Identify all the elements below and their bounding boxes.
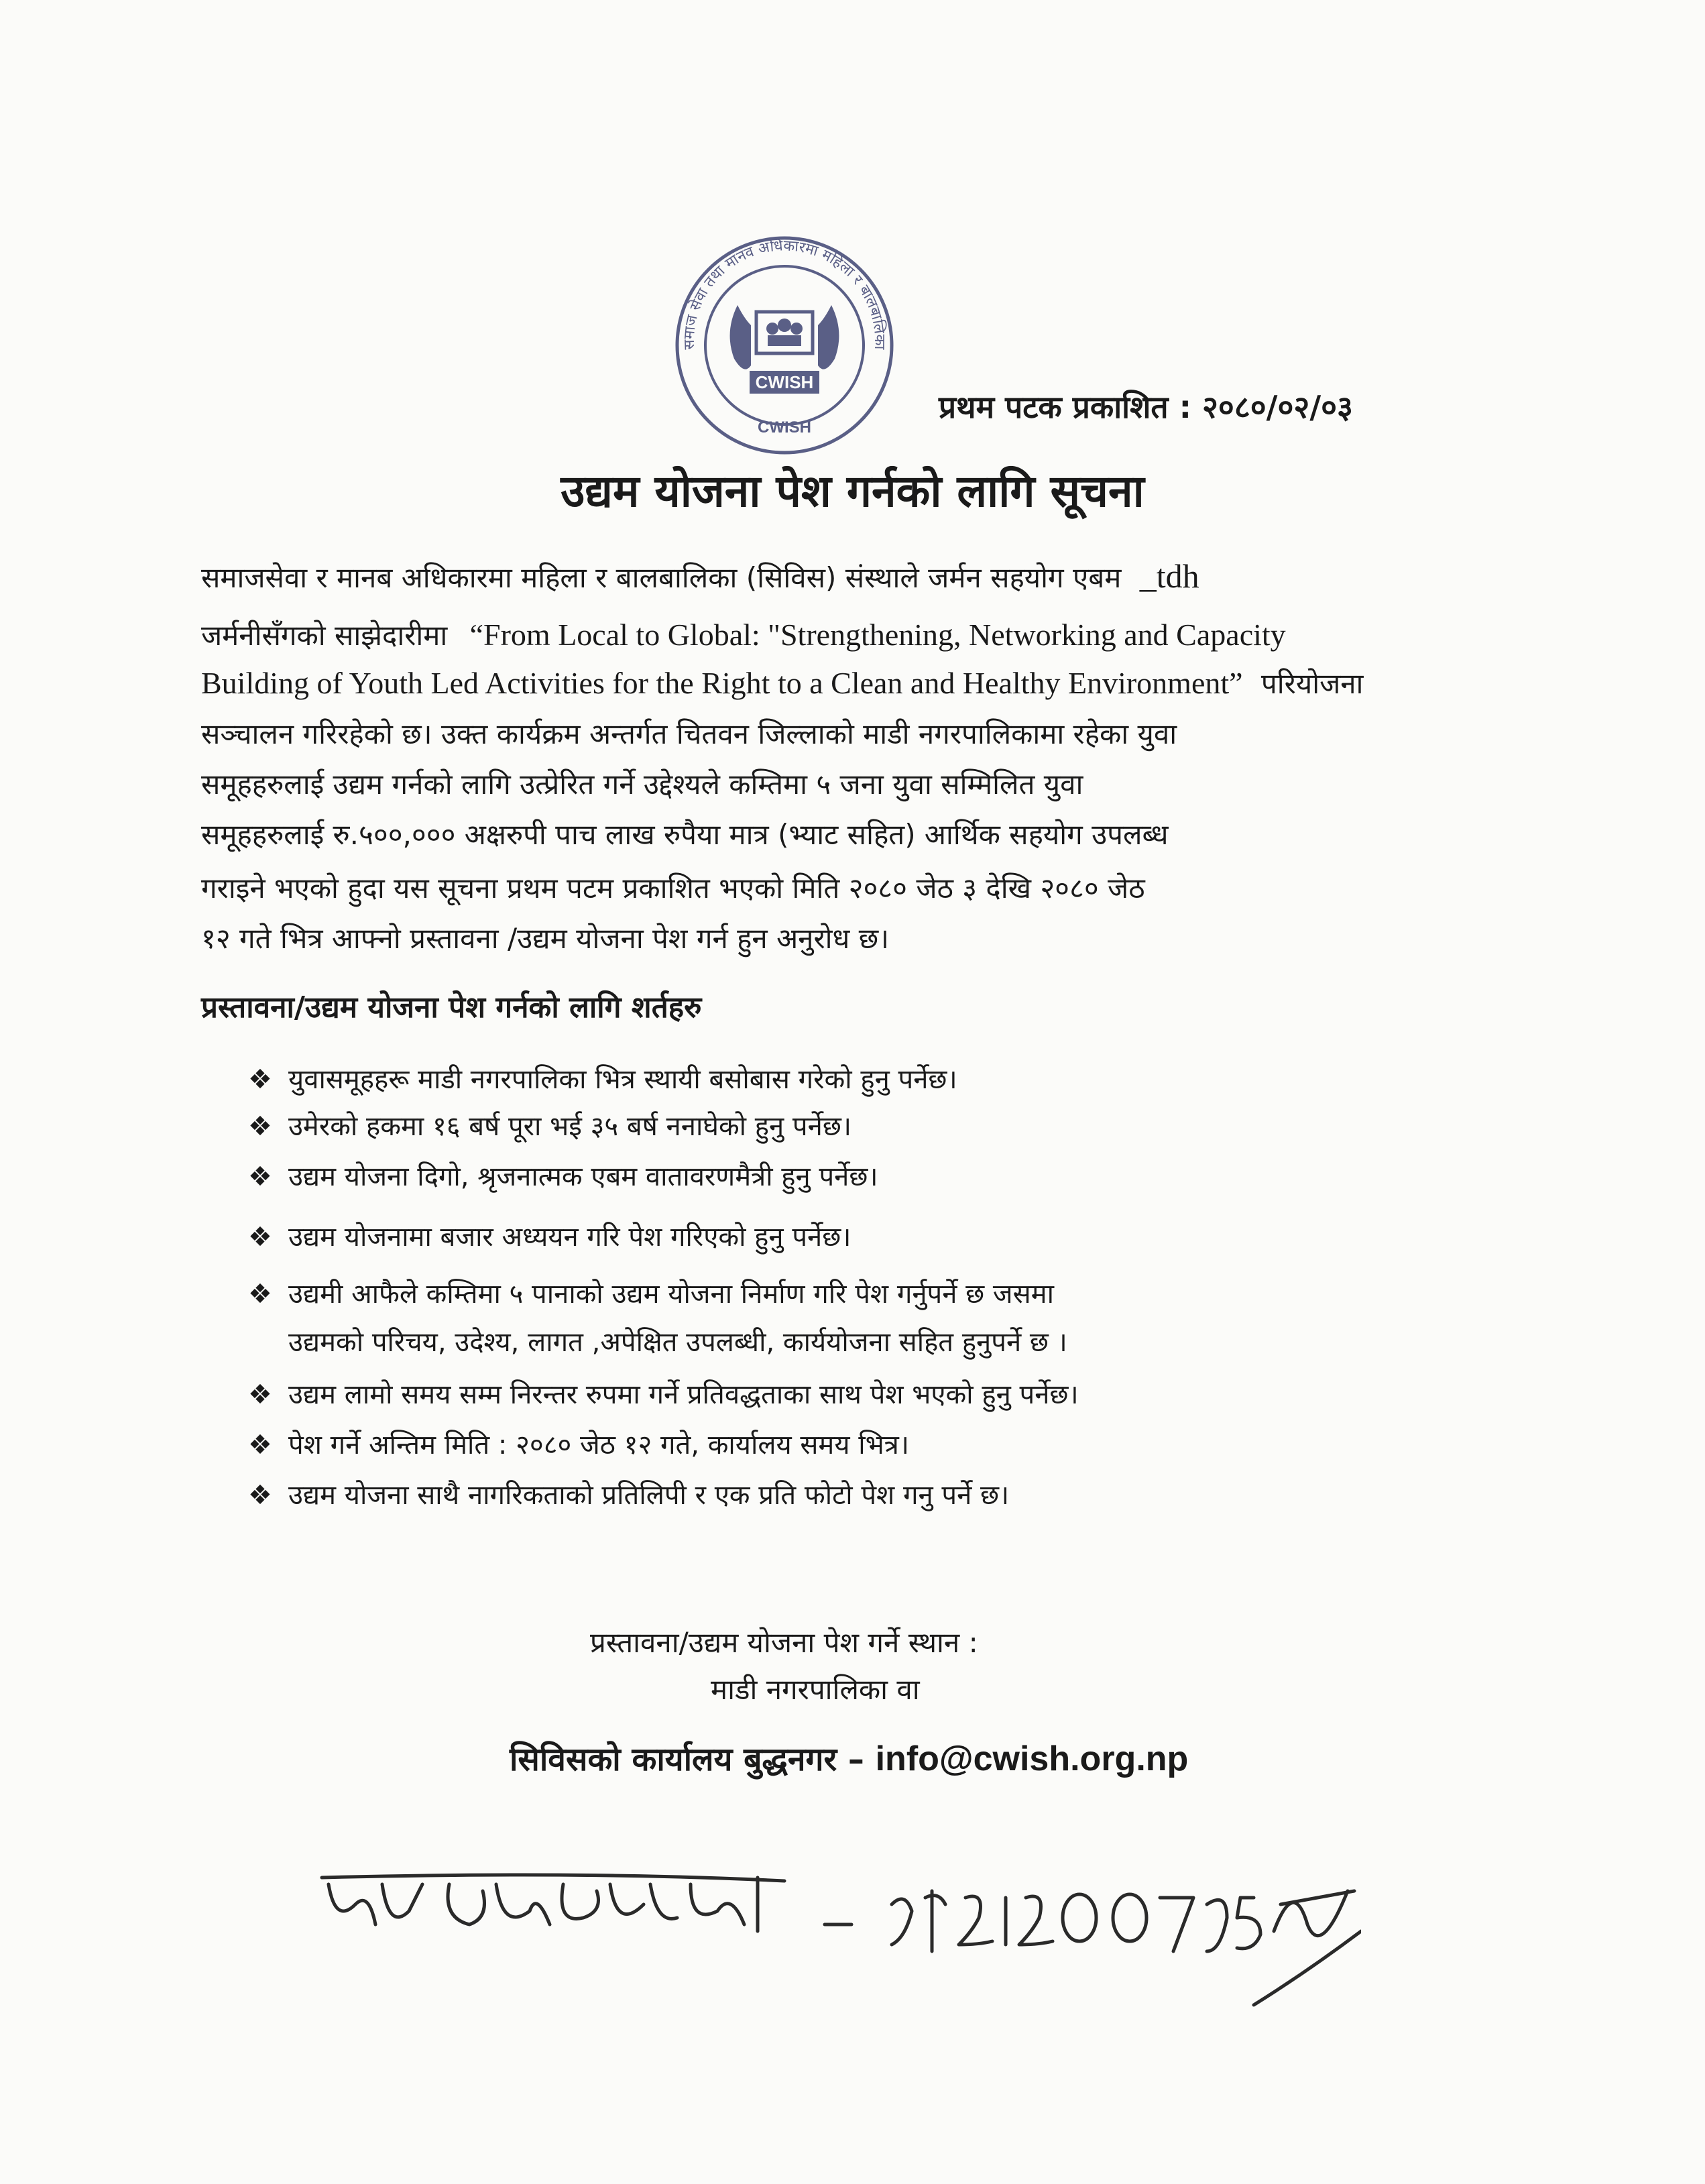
tdh-text: _tdh (1139, 557, 1199, 595)
diamond-bullet-icon: ❖ (248, 1222, 272, 1253)
body-line-2 (201, 616, 1286, 654)
seal-banner-text: CWISH (755, 372, 814, 392)
diamond-bullet-icon: ❖ (248, 1111, 272, 1142)
diamond-bullet-icon: ❖ (248, 1161, 272, 1192)
project-title-part2: Building of Youth Led Activities for the Right to a Clean and Healthy Environment” (201, 666, 1243, 700)
condition-text: युवासमूहहरू माडी नगरपालिका भित्र स्थायी बसोबास गरेको हुनु पर्नेछ। (288, 1064, 957, 1095)
diamond-bullet-icon: ❖ (248, 1430, 272, 1460)
body-line-3 (201, 664, 1363, 702)
diamond-bullet-icon: ❖ (248, 1064, 272, 1095)
condition-text: उद्यम योजना साथै नागरिकताको प्रतिलिपी र एक प्रति फोटो पेश गनु पर्ने छ। (288, 1480, 1010, 1511)
body-text: जर्मनीसँगको साझेदारीमा (201, 619, 448, 652)
handwritten-contact-note (315, 1851, 1361, 2025)
condition-item (248, 1425, 909, 1462)
body-line-7: गराइने भएको हुदा यस सूचना प्रथम पटम प्रकाशित भएको मिति २०८० जेठ ३ देखि २०८० जेठ (201, 872, 1145, 905)
condition-item (248, 1157, 878, 1194)
diamond-bullet-icon: ❖ (248, 1279, 272, 1310)
project-title-part1: “From Local to Global: "Strengthening, Networking and Capacity (469, 618, 1286, 652)
condition-item (248, 1375, 1079, 1412)
diamond-bullet-icon: ❖ (248, 1379, 272, 1410)
body-line-4: सञ्चालन गरिरहेको छ। उक्त कार्यक्रम अन्तर्गत चितवन जिल्लाको माडी नगरपालिकामा रहेका युवा (201, 717, 1177, 750)
condition-text: उद्यमी आफैले कम्तिमा ५ पानाको उद्यम योजना निर्माण गरि पेश गर्नुपर्ने छ जसमा (288, 1279, 1054, 1310)
condition-item (248, 1106, 851, 1143)
seal-bottom-text: CWISH (758, 418, 811, 437)
seal-ring-text: समाज सेवा तथा मानव अधिकारमा महिला र बालबालिका (681, 237, 888, 350)
conditions-heading: प्रस्तावना/उद्यम योजना पेश गर्नको लागि शर्तहरु (201, 990, 702, 1025)
body-line-8: १२ गते भित्र आफ्नो प्रस्तावना /उद्यम योजना पेश गर्न हुन अनुरोध छ। (201, 922, 890, 955)
condition-text: पेश गर्ने अन्तिम मिति : २०८० जेठ १२ गते, कार्यालय समय भित्र। (288, 1430, 909, 1460)
submission-place-label: प्रस्तावना/उद्यम योजना पेश गर्ने स्थान : (590, 1626, 978, 1659)
body-text: समाजसेवा र मानब अधिकारमा महिला र बालबालिका (सिविस) संस्थाले जर्मन सहयोग एबम (201, 561, 1122, 594)
condition-item (248, 1217, 851, 1254)
submission-place-municipality: माडी नगरपालिका वा (711, 1673, 920, 1706)
body-line-6: समूहहरुलाई रु.५००,००० अक्षरुपी पाच लाख रुपैया मात्र (भ्याट सहित) आर्थिक सहयोग उपलब्ध (201, 818, 1169, 851)
condition-item (248, 1475, 1009, 1512)
body-text: परियोजना (1260, 667, 1364, 700)
condition-item (248, 1274, 1054, 1311)
condition-text: उद्यम योजनामा बजार अध्ययन गरि पेश गरिएको हुनु पर्नेछ। (288, 1222, 851, 1253)
office-name: सिविसको कार्यालय बुद्धनगर – (510, 1741, 864, 1778)
condition-5-continuation: उद्यमको परिचय, उदेश्य, लागत ,अपेक्षित उपलब्धी, कार्ययोजना सहित हुनुपर्ने छ । (288, 1327, 1067, 1358)
cwish-seal-logo (670, 231, 898, 459)
published-date: प्रथम पटक प्रकाशित : २०८०/०२/०३ (939, 389, 1353, 425)
condition-item (248, 1059, 957, 1096)
condition-text: उद्यम योजना दिगो, श्रृजनात्मक एबम वातावरणमैत्री हुनु पर्नेछ। (288, 1161, 878, 1192)
condition-text: उमेरको हकमा १६ बर्ष पूरा भई ३५ बर्ष ननाघेको हुनु पर्नेछ। (288, 1111, 852, 1142)
notice-title: उद्यम योजना पेश गर्नको लागि सूचना (561, 465, 1144, 517)
diamond-bullet-icon: ❖ (248, 1480, 272, 1511)
submission-office (510, 1737, 1188, 1780)
handwritten-note-text: थप जानकारीको लागी - 9851200795 (315, 2018, 326, 2019)
contact-email: info@cwish.org.np (875, 1739, 1189, 1778)
body-line-5: समूहहरुलाई उद्यम गर्नको लागि उत्प्रेरित गर्ने उद्देश्यले कम्तिमा ५ जना युवा सम्मिलित युवा (201, 768, 1083, 801)
body-line-1 (201, 557, 1199, 596)
condition-text: उद्यम लामो समय सम्म निरन्तर रुपमा गर्ने प्रतिवद्धताका साथ पेश भएको हुनु पर्नेछ। (288, 1379, 1079, 1410)
